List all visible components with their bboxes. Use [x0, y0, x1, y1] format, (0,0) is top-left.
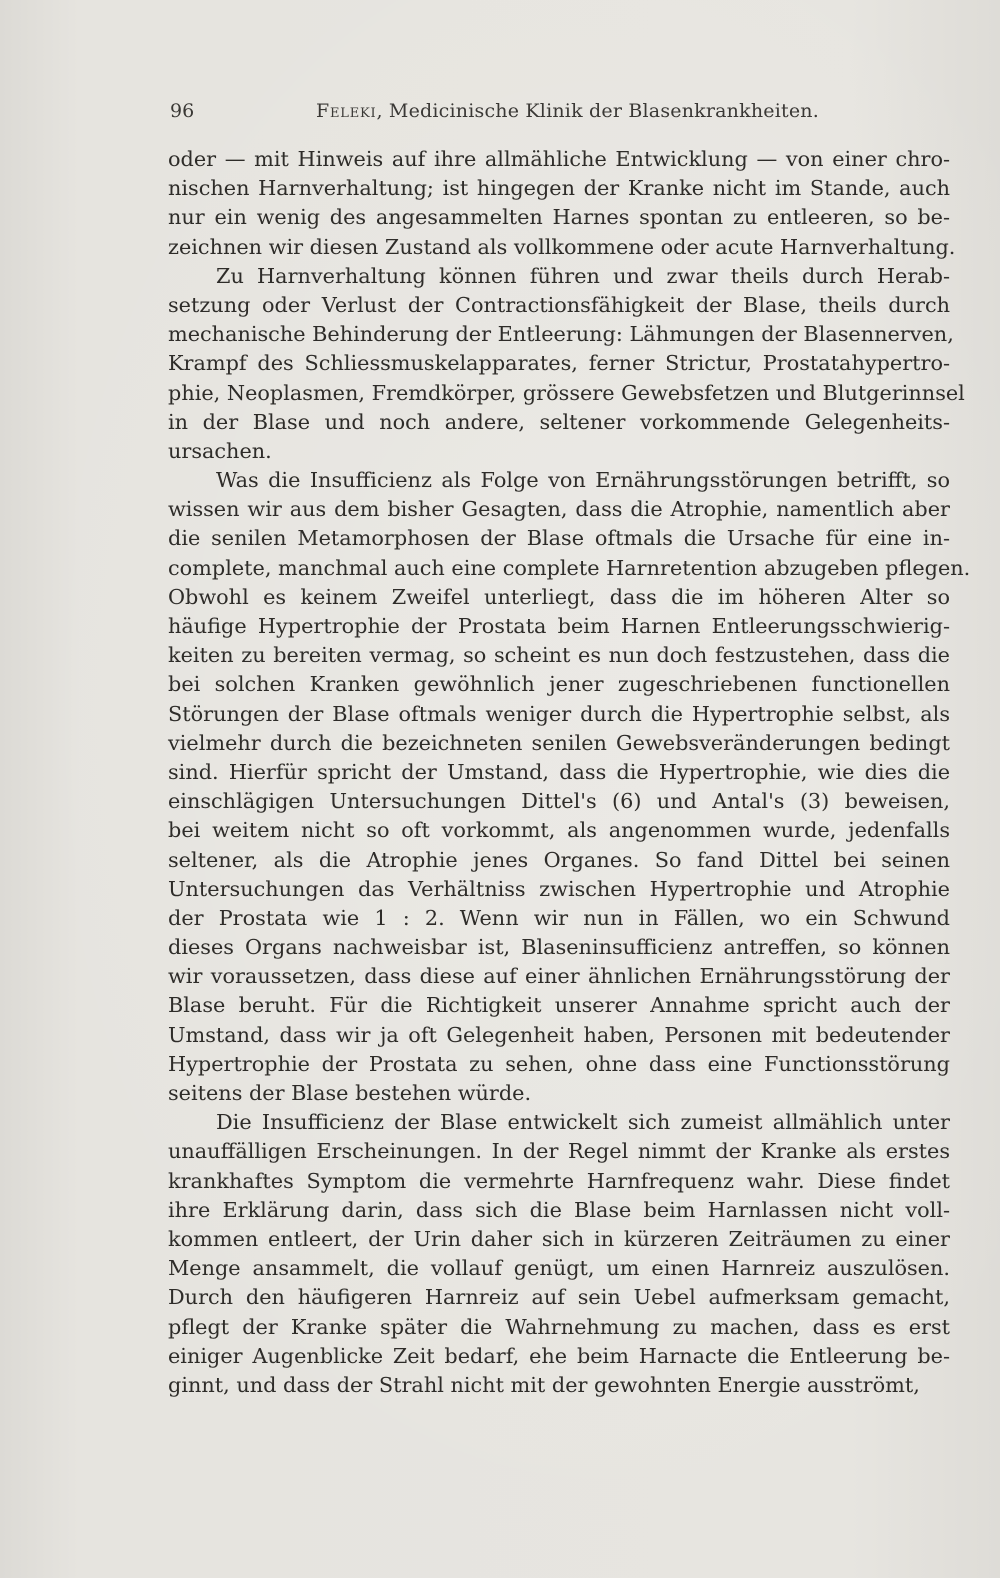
text-line: complete, manchmal auch eine complete Harnretention abzugeben pflegen.	[168, 555, 971, 580]
text-line: Durch den häufigeren Harnreiz auf sein Uebel aufmerksam gemacht,	[168, 1285, 950, 1310]
text-line: einiger Augenblicke Zeit bedarf, ehe beim Harnacte die Entleerung be-	[168, 1343, 950, 1368]
text-line: Obwohl es keinem Zweifel unterliegt, dass die im höheren Alter so	[168, 584, 950, 609]
text-line: unauffälligen Erscheinungen. In der Regel nimmt der Kranke als erstes	[168, 1139, 950, 1164]
text-line: Zu Harnverhaltung können führen und zwar theils durch Herab-	[216, 263, 950, 288]
text-line: setzung oder Verlust der Contractionsfähigkeit der Blase, theils durch	[168, 292, 950, 317]
running-head-title: , Medicinische Klinik der Blasenkrankheiten.	[376, 100, 819, 122]
text-line: ursachen.	[168, 438, 272, 463]
text-line: Was die Insufficienz als Folge von Ernährungsstörungen betrifft, so	[216, 468, 950, 493]
text-line: in der Blase und noch andere, seltener vorkommende Gelegenheits-	[168, 409, 950, 434]
text-line: bei solchen Kranken gewöhnlich jener zugeschriebenen functionellen	[168, 672, 950, 697]
text-line: der Prostata wie 1 : 2. Wenn wir nun in Fällen, wo ein Schwund	[168, 905, 950, 930]
text-line: kommen entleert, der Urin daher sich in kürzeren Zeiträumen zu einer	[168, 1226, 950, 1251]
page-header	[170, 96, 950, 126]
text-line: Störungen der Blase oftmals weniger durch die Hypertrophie selbst, als	[168, 701, 950, 726]
text-line: phie, Neoplasmen, Fremdkörper, grössere Gewebsfetzen und Blutgerinnsel	[168, 380, 965, 405]
paragraph	[168, 466, 971, 1108]
text-line: seltener, als die Atrophie jenes Organes. So fand Dittel bei seinen	[168, 847, 950, 872]
text-line: wir voraussetzen, dass diese auf einer ähnlichen Ernährungsstörung der	[168, 964, 950, 989]
text-line: nischen Harnverhaltung; ist hingegen der Kranke nicht im Stande, auch	[168, 176, 950, 201]
text-line: krankhaftes Symptom die vermehrte Harnfrequenz wahr. Diese findet	[168, 1168, 950, 1193]
text-line: vielmehr durch die bezeichneten senilen Gewebsveränderungen bedingt	[168, 730, 950, 755]
text-line: dieses Organs nachweisbar ist, Blaseninsufficienz antreffen, so können	[168, 935, 950, 960]
text-line: Menge ansammelt, die vollauf genügt, um einen Harnreiz auszulösen.	[168, 1256, 950, 1281]
text-line: häufige Hypertrophie der Prostata beim Harnen Entleerungsschwierig-	[168, 614, 950, 638]
text-line: Krampf des Schliessmuskelapparates, ferner Strictur, Prostatahypertro-	[168, 351, 950, 376]
text-line: mechanische Behinderung der Entleerung: Lähmungen der Blasennerven,	[168, 322, 954, 347]
text-line: wissen wir aus dem bisher Gesagten, dass die Atrophie, namentlich aber	[168, 497, 950, 522]
text-line: einschlägigen Untersuchungen Dittel's (6) und Antal's (3) beweisen,	[168, 789, 950, 814]
body-text	[168, 145, 971, 1400]
text-line: Blase beruht. Für die Richtigkeit unserer Annahme spricht auch der	[168, 993, 950, 1018]
text-line: ginnt, und dass der Strahl nicht mit der gewohnten Energie ausströmt,	[168, 1372, 920, 1397]
running-head	[316, 96, 819, 126]
text-line: keiten zu bereiten vermag, so scheint es nun doch festzustehen, dass die	[168, 643, 950, 668]
text-line: Die Insufficienz der Blase entwickelt sich zumeist allmählich unter	[216, 1110, 950, 1135]
paragraph	[168, 262, 965, 466]
paragraph	[168, 145, 956, 262]
text-line: pflegt der Kranke später die Wahrnehmung zu machen, dass es erst	[168, 1314, 950, 1339]
text-line: die senilen Metamorphosen der Blase oftmals die Ursache für eine in-	[168, 526, 950, 551]
text-line: seitens der Blase bestehen würde.	[168, 1081, 532, 1105]
page-number: 96	[170, 100, 195, 122]
text-line: Hypertrophie der Prostata zu sehen, ohne dass eine Functionsstörung	[168, 1051, 950, 1076]
text-line: ihre Erklärung darin, dass sich die Blase beim Harnlassen nicht voll-	[168, 1197, 950, 1222]
running-head-author: Feleki	[316, 100, 377, 122]
paragraph	[168, 1108, 950, 1400]
text-line: zeichnen wir diesen Zustand als vollkommene oder acute Harnverhaltung.	[168, 234, 956, 259]
text-line: Untersuchungen das Verhältniss zwischen Hypertrophie und Atrophie	[168, 876, 950, 901]
text-line: sind. Hierfür spricht der Umstand, dass die Hypertrophie, wie dies die	[168, 759, 950, 784]
text-line: Umstand, dass wir ja oft Gelegenheit haben, Personen mit bedeutender	[168, 1022, 950, 1047]
text-line: nur ein wenig des angesammelten Harnes spontan zu entleeren, so be-	[168, 205, 950, 230]
text-line: bei weitem nicht so oft vorkommt, als angenommen wurde, jedenfalls	[168, 818, 950, 843]
text-line: oder — mit Hinweis auf ihre allmähliche Entwicklung — von einer chro-	[168, 147, 950, 171]
